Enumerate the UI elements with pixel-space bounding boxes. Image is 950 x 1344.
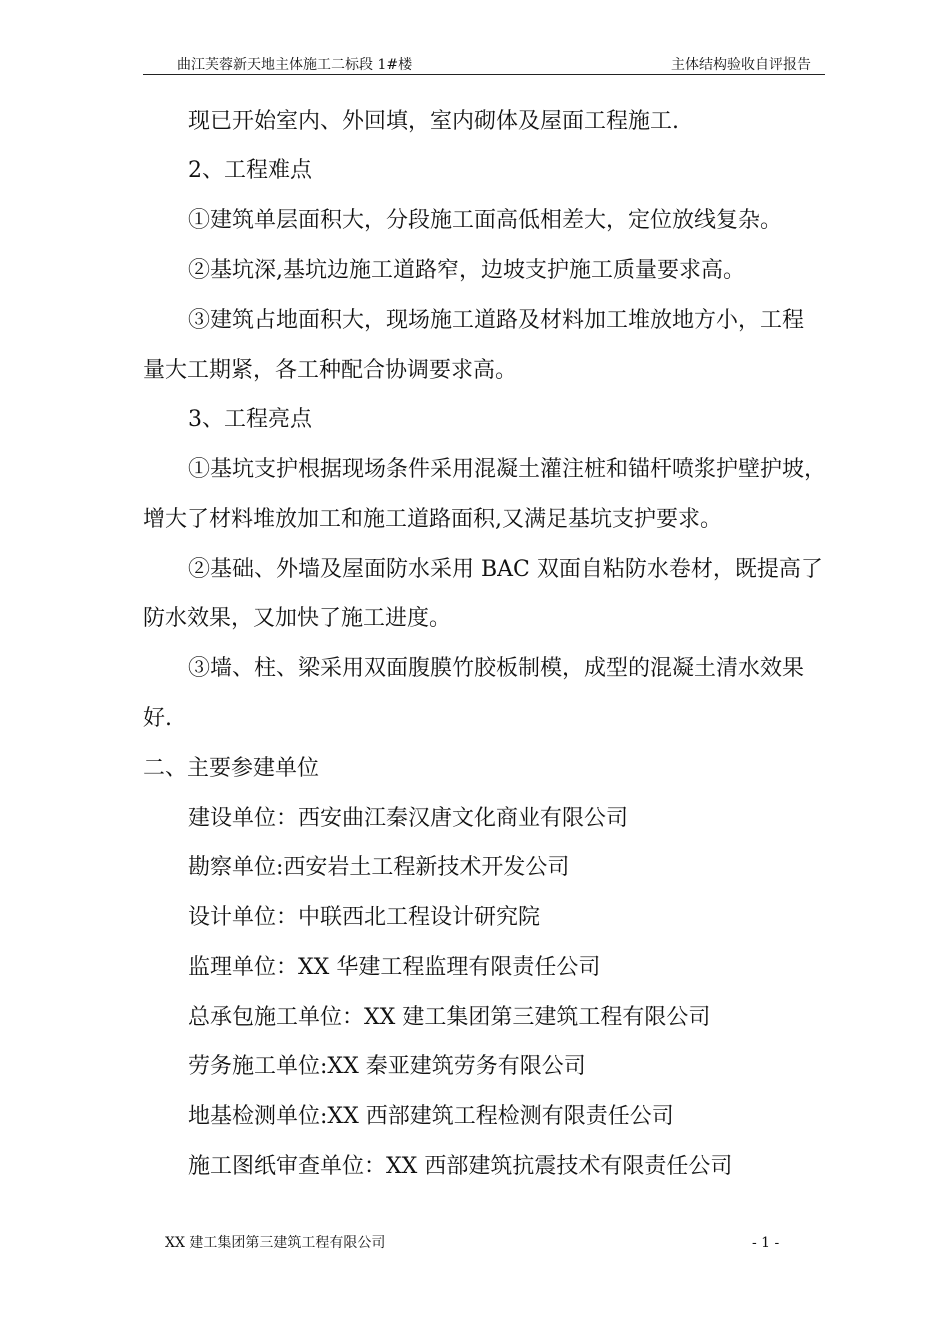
participant-line: 劳务施工单位:XX 秦亚建筑劳务有限公司: [188, 1054, 586, 1079]
paragraph-line: ③墙、柱、梁采用双面腹膜竹胶板制模，成型的混凝土清水效果: [188, 656, 805, 681]
subheading-difficulties: 2、工程难点: [188, 158, 312, 183]
paragraph-line: ①基坑支护根据现场条件采用混凝土灌注桩和锚杆喷浆护壁护坡，: [188, 457, 827, 482]
paragraph-line: ①建筑单层面积大，分段施工面高低相差大，定位放线复杂。: [188, 208, 783, 233]
participant-line: 设计单位：中联西北工程设计研究院: [188, 905, 541, 930]
paragraph-line: 好.: [143, 706, 172, 731]
paragraph-line: 防水效果，又加快了施工进度。: [143, 606, 452, 631]
paragraph-line: ②基础、外墙及屋面防水采用 BAC 双面自粘防水卷材，既提高了: [188, 557, 823, 582]
participant-line: 勘察单位:西安岩土工程新技术开发公司: [188, 855, 570, 880]
participant-line: 监理单位：XX 华建工程监理有限责任公司: [188, 955, 601, 980]
paragraph-line: 增大了材料堆放加工和施工道路面积,又满足基坑支护要求。: [143, 507, 722, 532]
footer-company: XX 建工集团第三建筑工程有限公司: [165, 1235, 386, 1251]
participant-line: 建设单位：西安曲江秦汉唐文化商业有限公司: [188, 806, 629, 831]
participant-line: 地基检测单位:XX 西部建筑工程检测有限责任公司: [188, 1104, 674, 1129]
header-project-title: 曲江芙蓉新天地主体施工二标段 1#楼: [177, 57, 413, 73]
paragraph-line: ②基坑深,基坑边施工道路窄，边坡支护施工质量要求高。: [188, 258, 745, 283]
paragraph-line: 量大工期紧，各工种配合协调要求高。: [143, 358, 518, 383]
participant-line: 总承包施工单位：XX 建工集团第三建筑工程有限公司: [188, 1005, 711, 1030]
section-heading-participants: 二、主要参建单位: [143, 756, 320, 781]
subheading-highlights: 3、工程亮点: [188, 407, 312, 432]
footer-page-number: - 1 -: [752, 1235, 780, 1251]
page-header: [143, 54, 825, 75]
paragraph-line: 现已开始室内、外回填，室内砌体及屋面工程施工.: [188, 109, 679, 134]
header-report-title: 主体结构验收自评报告: [671, 57, 811, 73]
participant-line: 施工图纸审查单位：XX 西部建筑抗震技术有限责任公司: [188, 1154, 733, 1179]
paragraph-line: ③建筑占地面积大，现场施工道路及材料加工堆放地方小，工程: [188, 308, 805, 333]
